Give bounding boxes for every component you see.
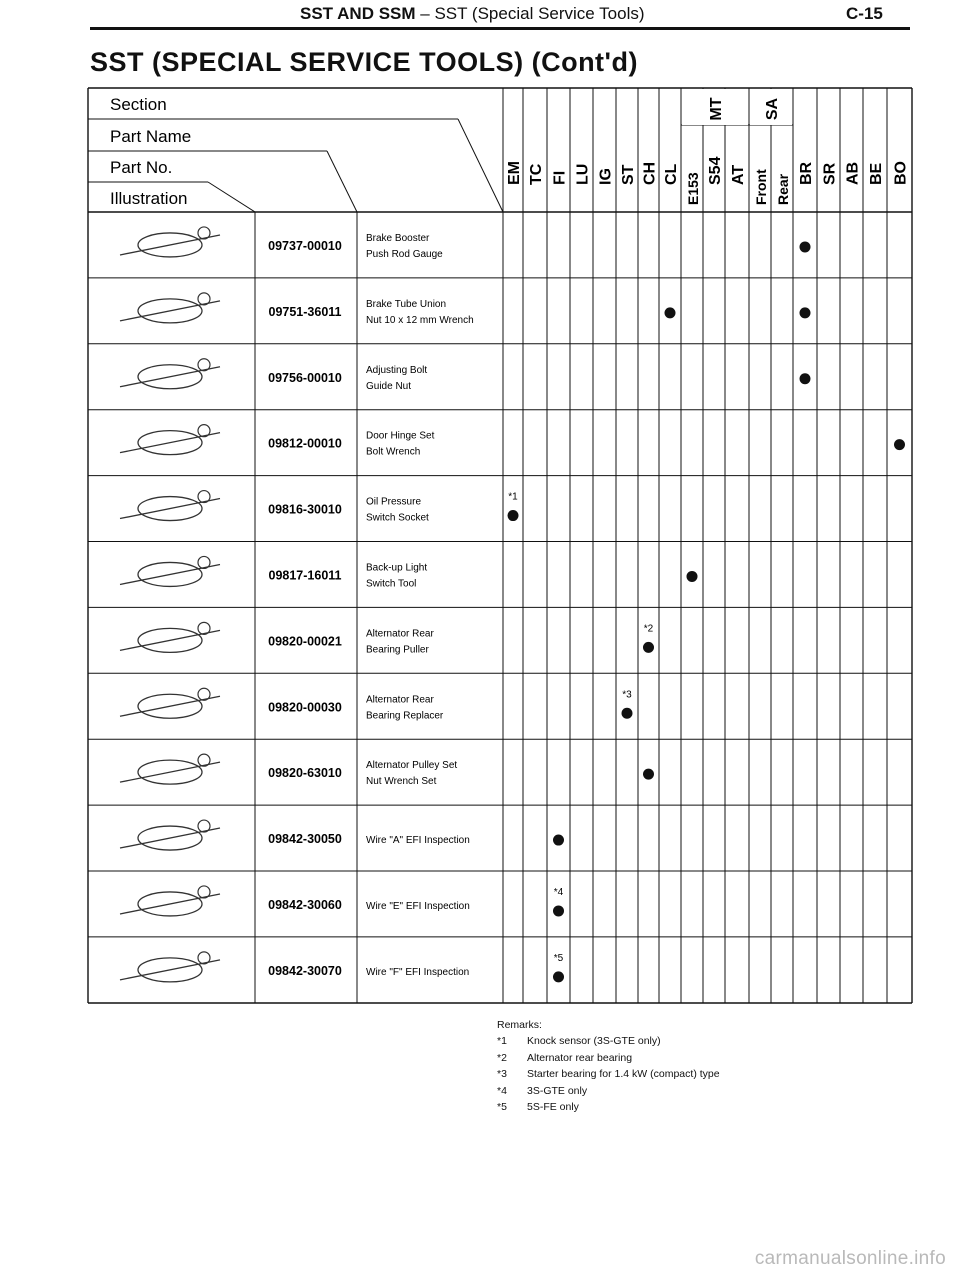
column-header-sr: SR [821,162,839,185]
illustration-shape [120,630,220,650]
illustration-shape [198,556,210,568]
applicability-dot [800,241,811,252]
illustration-shape [198,754,210,766]
illustration-shape [120,499,220,519]
header-diagonal [327,151,357,212]
column-header-bo: BO [892,161,910,185]
remark-item: *1 Knock sensor (3S-GTE only) [497,1035,661,1048]
illustration-shape [120,696,220,716]
column-header-e153: E153 [685,172,701,205]
part-number: 09737-00010 [268,238,342,253]
part-name: Adjusting Bolt [366,364,428,376]
column-header-cl: CL [663,163,680,185]
dot-note: *5 [553,952,564,964]
illustration-shape [120,564,220,584]
applicability-dot [687,571,698,582]
part-number: 09756-00010 [268,370,342,385]
switch-tool-illustration [120,556,220,586]
part-name: Back-up Light [366,562,428,574]
column-header-em: EM [506,161,523,185]
illustration-shape [120,762,220,782]
column-header-br: BR [798,161,815,185]
group-label-sa: SA [764,97,781,121]
column-header-rear: Rear [775,173,791,205]
applicability-dot [665,307,676,318]
watermark: carmanualsonline.info [754,1248,946,1269]
dot-note: *1 [508,491,518,503]
part-number: 09842-30060 [268,897,342,912]
part-name: Bolt Wrench [366,446,421,458]
remarks-title: Remarks: [497,1019,542,1031]
part-number: 09820-63010 [268,766,342,781]
remark-item: *2 Alternator rear bearing [497,1051,633,1064]
illustration-shape [198,227,210,239]
header-section-label: Section [110,95,167,114]
part-name: Switch Tool [366,578,417,590]
dot-note: *2 [643,623,654,635]
remark-item: *5 5S-FE only [497,1101,579,1114]
efi-wire-illustration [120,820,220,850]
column-header-ch: CH [641,161,659,185]
column-header-s54: S54 [707,156,724,185]
part-name: Wire "F" EFI Inspection [366,966,470,978]
column-header-st: ST [620,164,637,185]
illustration-shape [198,688,210,700]
column-header-ab: AB [844,161,862,185]
pulley-wrench-illustration [120,754,220,784]
illustration-shape [198,886,210,898]
header-diagonal [458,119,503,212]
remark-item: *3 Starter bearing for 1.4 kW (compact) type [497,1068,720,1081]
illustration-shape [120,828,220,848]
part-name: Bearing Replacer [366,710,444,722]
part-name: Wire "E" EFI Inspection [366,900,470,912]
column-header-at: AT [730,164,747,185]
hinge-wrench-illustration [120,425,220,455]
part-number: 09816-30010 [268,502,342,517]
part-name: Guide Nut [366,380,412,392]
bearing-replacer-illustration [120,688,220,718]
illustration-shape [198,491,210,503]
part-name: Alternator Pulley Set [366,760,458,772]
illustration-shape [120,235,220,255]
applicability-dot [622,708,633,719]
part-name: Nut Wrench Set [366,776,437,788]
header-part-no-label: Part No. [110,158,173,177]
illustration-shape [198,952,210,964]
part-name: Wire "A" EFI Inspection [366,835,470,847]
part-number: 09751-36011 [268,304,342,319]
part-name: Door Hinge Set [366,430,435,442]
remarks [497,1017,720,1115]
group-label-mt: MT [708,97,725,121]
guide-nut-illustration [120,359,220,389]
applicability-dot [894,439,905,450]
part-name: Alternator Rear [366,628,434,640]
part-name: Push Rod Gauge [366,248,443,260]
header-diagonal [208,182,255,212]
applicability-dot [553,905,564,916]
applicability-dot [800,373,811,384]
remark-item: *4 3S-GTE only [497,1084,588,1097]
part-name: Nut 10 x 12 mm Wrench [366,314,474,326]
column-header-fi: FI [551,170,569,185]
running-header-title: SST AND SSM – SST (Special Service Tools) [300,4,645,23]
dot-note: *3 [622,689,632,701]
illustration-shape [120,960,220,980]
column-header-front: Front [753,169,769,205]
column-header-ig: IG [597,168,615,185]
applicability-dot [553,835,564,846]
push-rod-gauge-illustration [120,227,220,257]
header-part-name-label: Part Name [110,127,192,146]
column-header-lu: LU [574,163,592,185]
applicability-dot [800,307,811,318]
tube-wrench-illustration [120,293,220,323]
part-number: 09817-16011 [268,568,342,583]
part-name: Switch Socket [366,512,429,524]
part-name: Oil Pressure [366,496,422,508]
part-number: 09812-00010 [268,436,342,451]
illustration-shape [198,820,210,832]
part-number: 09820-00030 [268,700,342,715]
page-number: C-15 [846,4,883,23]
part-name: Brake Booster [366,232,430,244]
illustration-shape [198,359,210,371]
page-title: SST (SPECIAL SERVICE TOOLS) (Cont'd) [90,47,638,77]
illustration-shape [198,293,210,305]
efi-wire-illustration [120,886,220,916]
applicability-dot [508,510,519,521]
bearing-puller-illustration [120,622,220,652]
part-number: 09842-30070 [268,963,342,978]
part-name: Brake Tube Union [366,298,447,310]
part-name: Bearing Puller [366,644,429,656]
applicability-dot [643,769,654,780]
efi-wire-illustration [120,952,220,982]
illustration-shape [120,433,220,453]
column-header-be: BE [868,162,885,185]
applicability-dot [643,642,654,653]
illustration-shape [120,301,220,321]
applicability-dot [553,971,564,982]
part-number: 09842-30050 [268,832,342,847]
socket-illustration [120,491,220,521]
header-illustration-label: Illustration [110,189,188,208]
illustration-shape [198,425,210,437]
part-number: 09820-00021 [268,634,342,649]
dot-note: *4 [553,886,564,898]
part-name: Alternator Rear [366,694,434,706]
column-header-tc: TC [528,163,545,185]
illustration-shape [198,622,210,634]
illustration-shape [120,894,220,914]
illustration-shape [120,367,220,387]
